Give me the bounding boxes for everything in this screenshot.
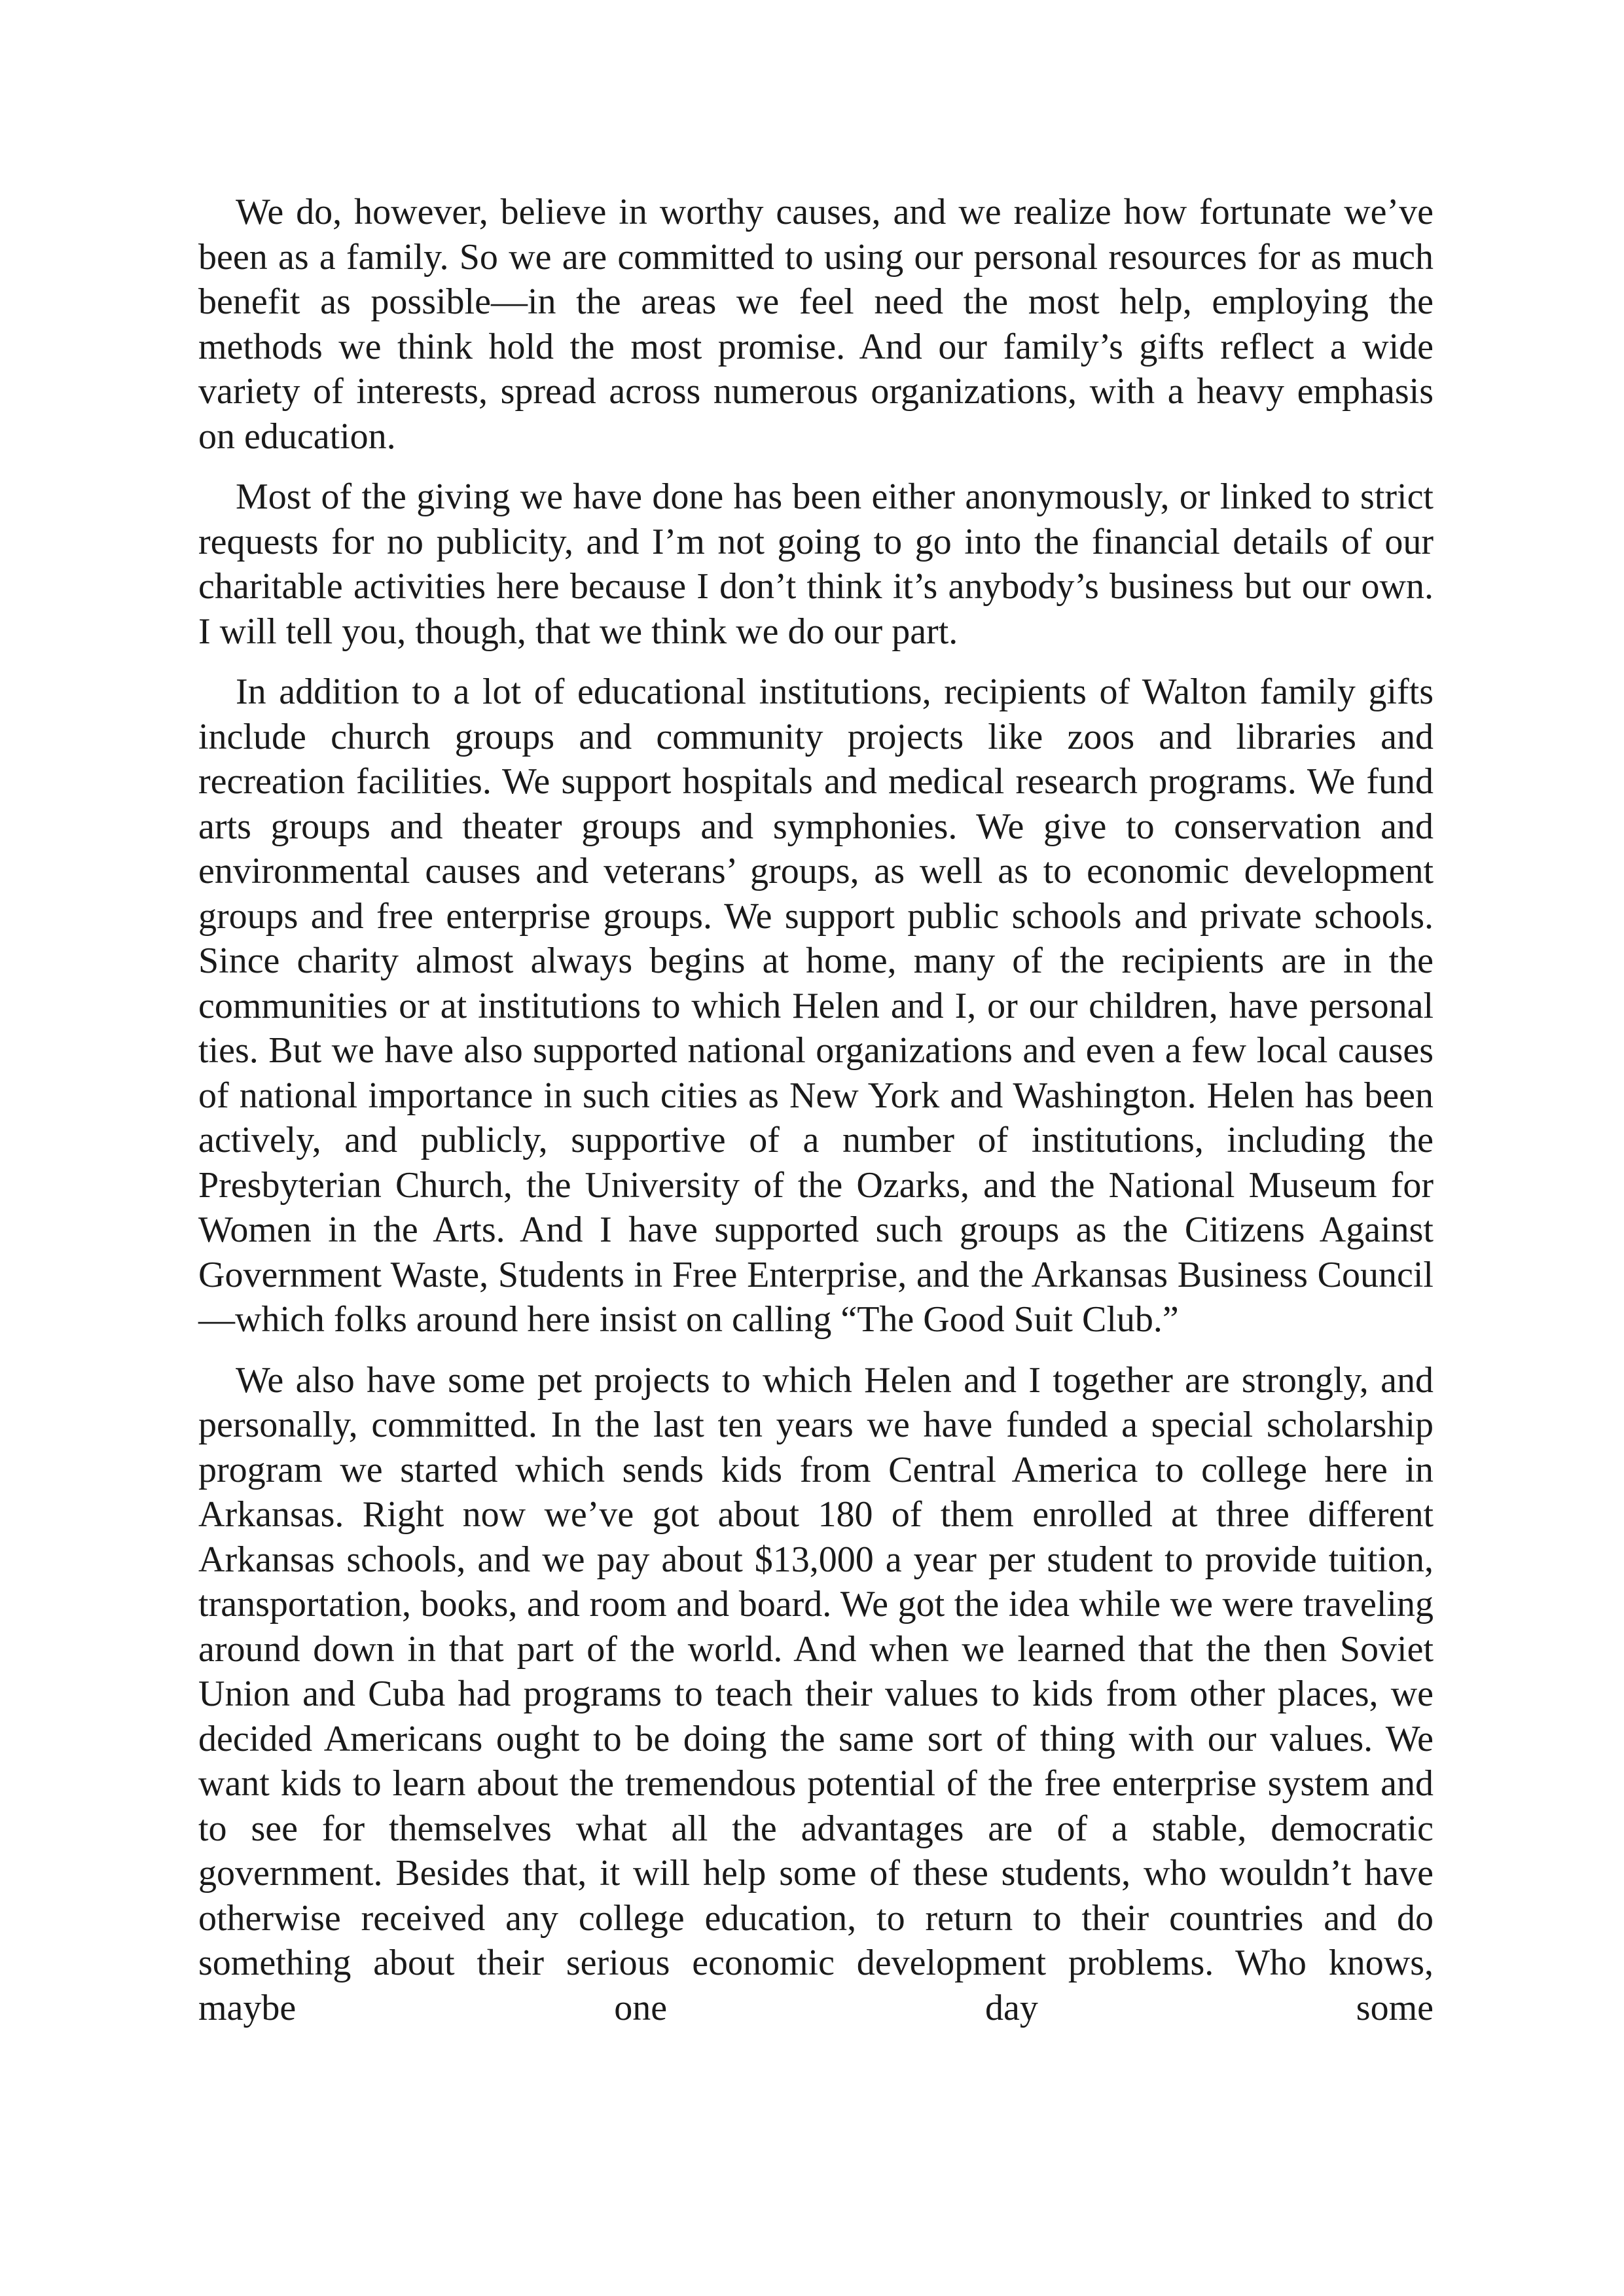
paragraph-worthy-causes: We do, however, believe in worthy causes, and we realize how fortunate we’ve been as a family. So we are committed to using our personal resources for as much benefit as possible—in the areas we feel need the most help, employing the methods we think hold the most promise. And our family’s gifts reflect a wide variety of interests, spread across numerous organizations, with a heavy emphasis on education. xyxy=(198,192,1434,457)
paragraph-gift-recipients: In addition to a lot of educational institutions, recipients of Walton family gifts include church groups and community projects like zoos and libraries and recreation facilities. We support hospitals and medical research programs. We fund arts groups and theater groups and symphonies. We give to conservation and environmental causes and veterans’ groups, as well as to economic development groups and free enterprise groups. We support public schools and private schools. Since charity almost always begins at home, many of the recipients are in the communities or at institutions to which Helen and I, or our children, have personal ties. But we have also supported national organizations and even a few local causes of national importance in such cities as New York and Washington. Helen has been actively, and publicly, supportive of a number of institutions, including the Presbyterian Church, the University of the Ozarks, and the National Museum for Women in the Arts. And I have supported such groups as the Citizens Against Government Waste, Students in Free Enterprise, and the Arkansas Business Council—which folks around here insist on calling “The Good Suit Club.” xyxy=(198,672,1434,1340)
page-body xyxy=(198,190,1434,2030)
paragraph-scholarship-program: We also have some pet projects to which Helen and I together are strongly, and personally, committed. In the last ten years we have funded a special scholarship program we started which sends kids from Central America to college here in Arkansas. Right now we’ve got about 180 of them enrolled at three different Arkansas schools, and we pay about $13,000 a year per student to provide tuition, transportation, books, and room and board. We got the idea while we were traveling around down in that part of the world. And when we learned that the then Soviet Union and Cuba had programs to teach their values to kids from other places, we decided Americans ought to be doing the same sort of thing with our values. We want kids to learn about the tremendous potential of the free enterprise system and to see for themselves what all the advantages are of a stable, democratic government. Besides that, it will help some of these students, who wouldn’t have otherwise received any college education, to return to their countries and do something about their serious economic development problems. Who knows, maybe one day some xyxy=(198,1359,1434,2028)
paragraph-anonymous-giving: Most of the giving we have done has been either anonymously, or linked to strict requests for no publicity, and I’m not going to go into the financial details of our charitable activities here because I don’t think it’s anybody’s business but our own. I will tell you, though, that we think we do our part. xyxy=(198,476,1434,652)
